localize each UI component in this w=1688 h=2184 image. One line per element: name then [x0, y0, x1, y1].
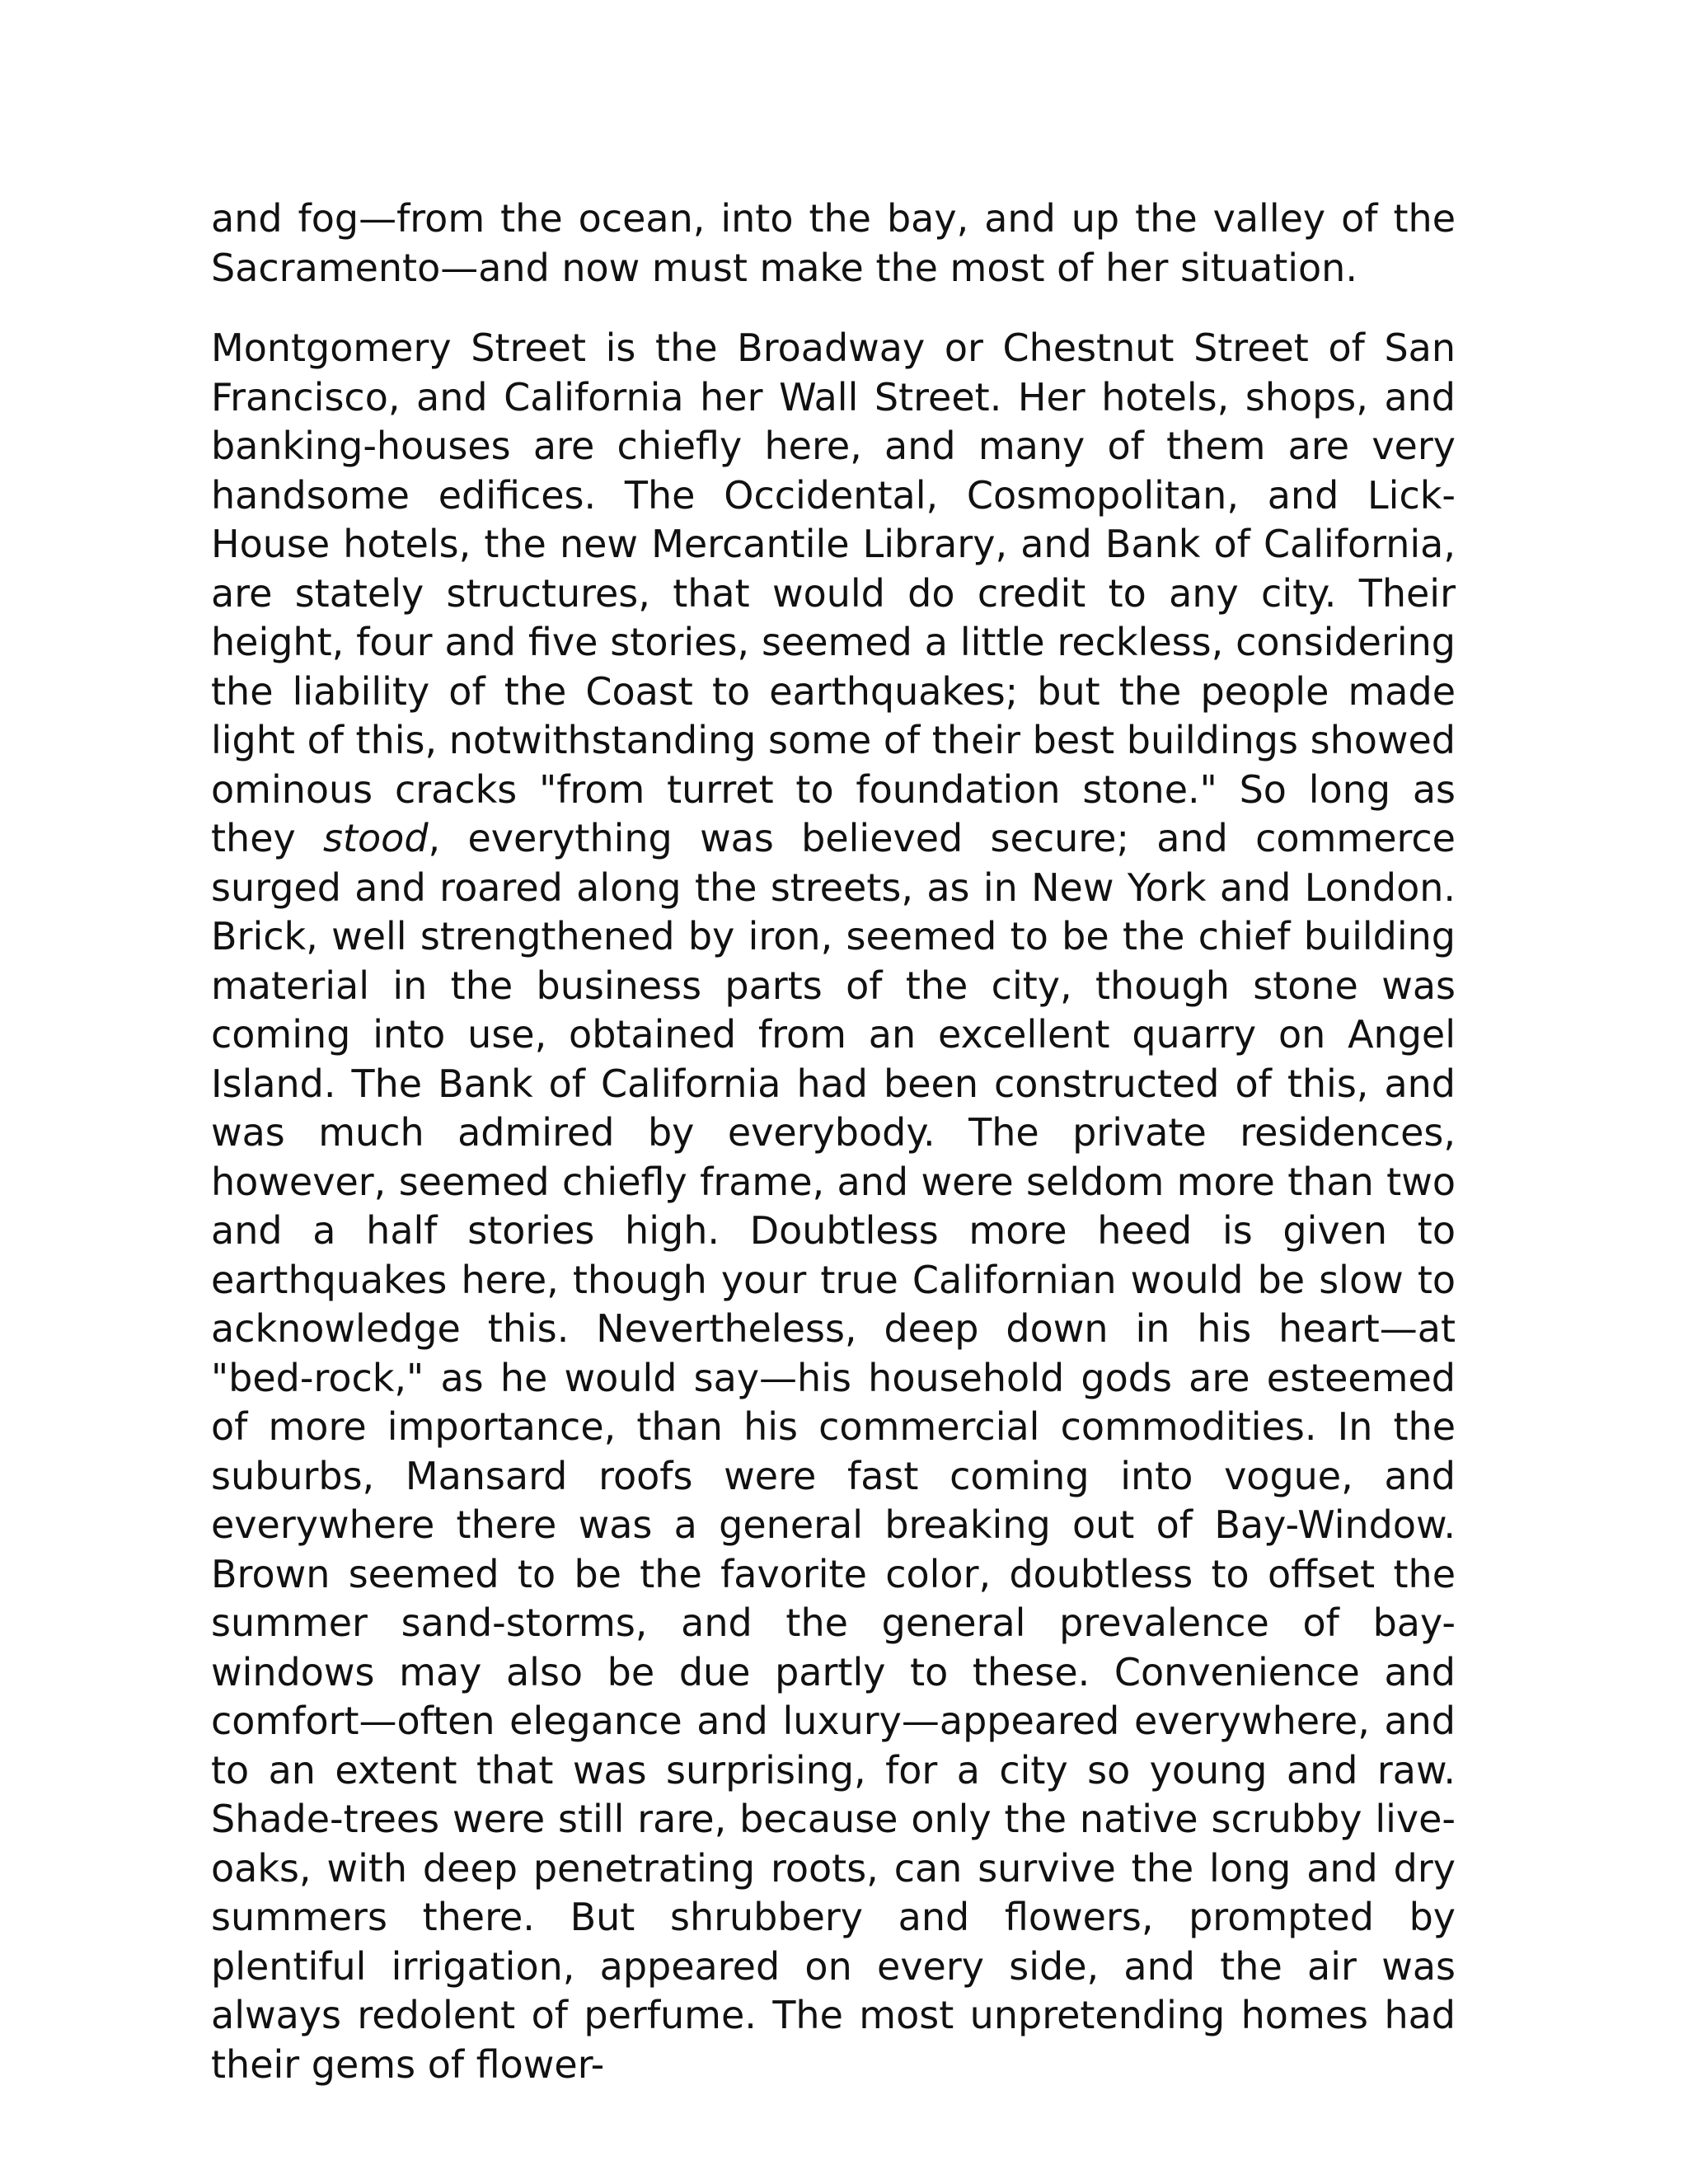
paragraph-2 — [211, 324, 1456, 2089]
paragraph-1: and fog—from the ocean, into the bay, and up the valley of the Sacramento—and now must make the most of her situation. — [211, 196, 1456, 290]
paragraph-2-text-end: , everything was believed secure; and commerce surged and roared along the streets, as in New York and London. Brick, well strengthened by iron, seemed to be the chief building material in the business parts of the city, though stone was coming into use, obtained from an excellent quarry on Angel Island. The Bank of California had been constructed of this, and was much admired by everybody. The private residences, however, seemed chiefly frame, and were seldom more than two and a half stories high. Doubtless more heed is given to earthquakes here, though your true Californian would be slow to acknowledge this. Nevertheless, deep down in his heart—at "bed-rock," as he would say—his household gods are esteemed of more importance, than his commercial commodities. In the suburbs, Mansard roofs were fast coming into vogue, and everywhere there was a general breaking out of Bay-Window. Brown seemed to be the favorite color, doubtless to offset the summer sand-storms, and the general prevalence of bay-windows may also be due partly to these. Convenience and comfort—often elegance and luxury—appeared everywhere, and to an extent that was surprising, for a city so young and raw. Shade-trees were still rare, because only the native scrubby live-oaks, with deep penetrating roots, can survive the long and dry summers there. But shrubbery and flowers, prompted by plentiful irrigation, appeared on every side, and the air was always redolent of perfume. The most unpretending homes had their gems of flower- — [211, 816, 1456, 2087]
emphasized-word: stood — [323, 816, 429, 860]
paragraph-2-text-start: Montgomery Street is the Broadway or Chestnut Street of San Francisco, and California her Wall Street. Her hotels, shops, and banking-houses are chiefly here, and many of them are very handsome edifices. The Occidental, Cosmopolitan, and Lick-House hotels, the new Mercantile Library, and Bank of California, are stately structures, that would do credit to any city. Their height, four and five stories, seemed a little reckless, considering the liability of the Coast to earthquakes; but the people made light of this, notwithstanding some of their best buildings showed ominous cracks "from turret to foundation stone." So long as they — [211, 326, 1456, 860]
document-page — [211, 194, 1456, 2089]
